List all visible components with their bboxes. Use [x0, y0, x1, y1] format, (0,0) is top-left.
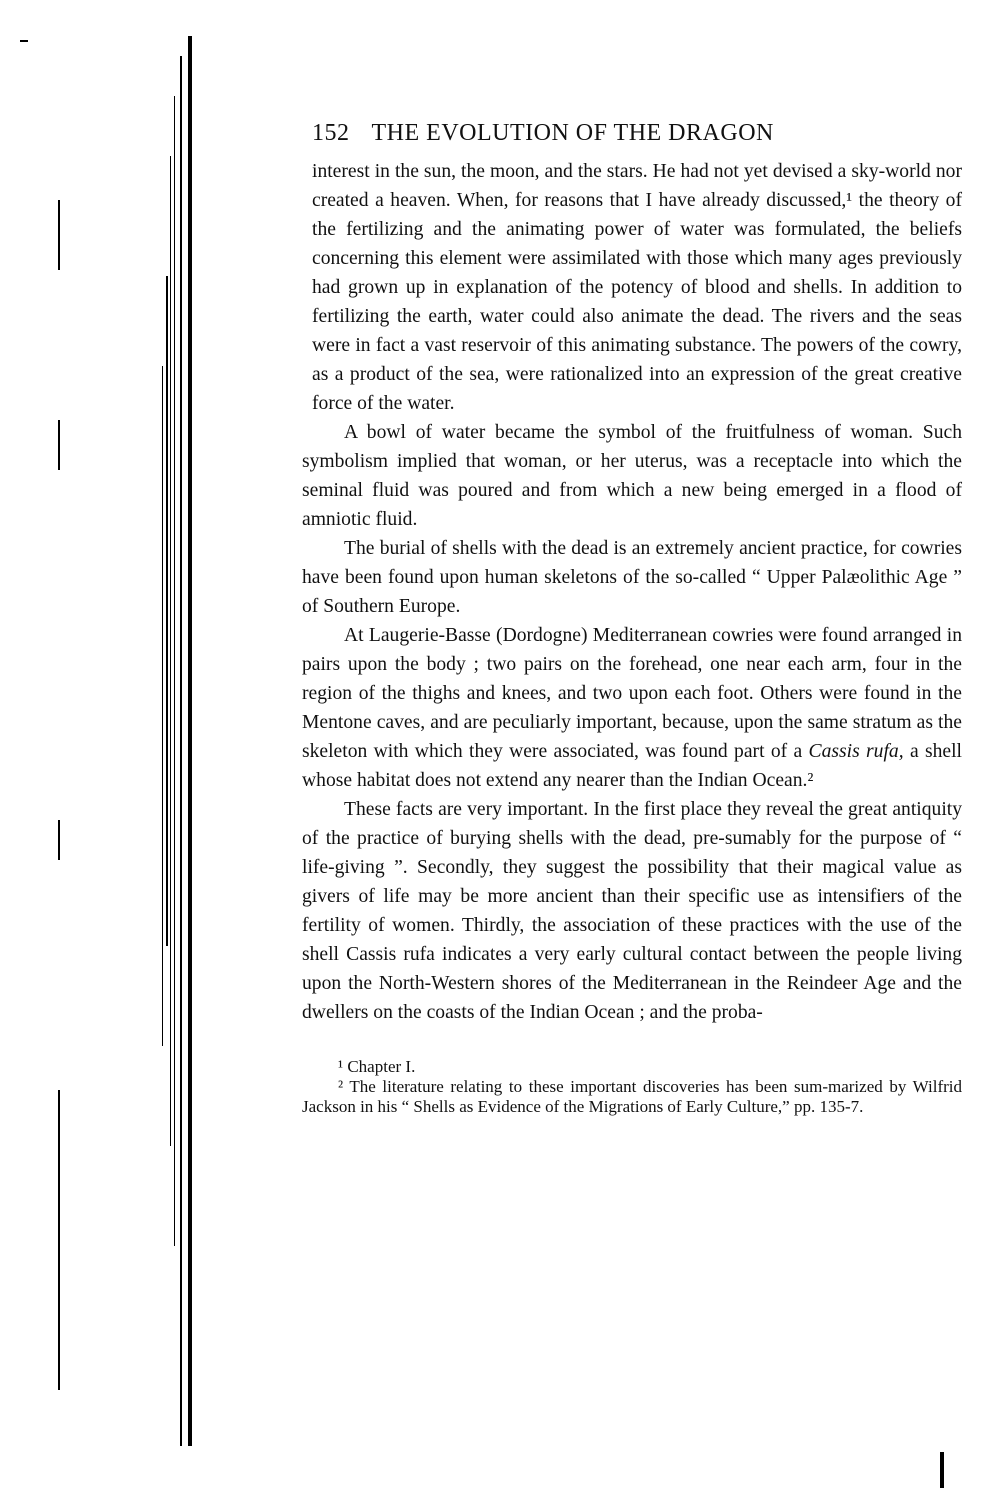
footnote: ² The literature relating to these important discoveries has been sum-marized by Wilfrid Jackson in his “ Shells as Evidence of the Migrations of Early Culture,” pp. 135-7.	[302, 1077, 962, 1116]
paragraph	[302, 621, 962, 795]
paragraph-text: a shell whose habitat does not extend any nearer than the Indian Ocean.²	[302, 741, 962, 791]
page-number: 152	[312, 120, 350, 146]
page-gutter-artifact	[150, 36, 196, 1446]
paragraph: A bowl of water became the symbol of the fruitfulness of woman. Such symbolism implied that woman, or her uterus, was a receptacle into which the seminal fluid was poured and from which a new being emerged in a flood of amniotic fluid.	[302, 422, 962, 530]
footnote: ¹ Chapter I.	[338, 1057, 416, 1076]
paragraph-text: At Laugerie-Basse (Dordogne) Mediterranean cowries were found arranged in pairs upon the body ; two pairs on the forehead, one near each arm, four in the region of the thighs and knees, and two upon each foot. Others were found in the Mentone caves, and are peculiarly important, because, upon the same stratum as the skeleton with which they were associated, was found part of a	[302, 625, 962, 762]
margin-mark	[58, 200, 60, 270]
book-page	[302, 120, 962, 1117]
margin-mark	[58, 820, 60, 860]
paragraph: These facts are very important. In the first place they reveal the great antiquity of the practice of burying shells with the dead, pre-sumably for the purpose of “ life-giving ”. Secondly, they suggest the possibility that their magical value as givers of life may be more ancient than their specific use as intensifiers of the fertility of women. Thirdly, the association of these practices with the use of the shell Cassis rufa indicates a very early cultural contact between the people living upon the North-Western shores of the Mediterranean in the Reindeer Age and the dwellers on the coasts of the Indian Ocean ; and the proba-	[302, 799, 962, 1023]
margin-mark	[58, 1090, 60, 1390]
margin-mark	[20, 40, 28, 42]
species-name: Cassis rufa,	[808, 741, 904, 762]
margin-mark	[940, 1452, 944, 1488]
margin-mark	[58, 420, 60, 470]
running-title: THE EVOLUTION OF THE DRAGON	[371, 120, 774, 146]
paragraph: interest in the sun, the moon, and the stars. He had not yet devised a sky-world nor created a heaven. When, for reasons that I have already discussed,¹ the theory of the fertilizing and the animating power of water was formulated, the beliefs concerning this element were assimilated with those which many ages previously had grown up in explanation of the potency of blood and shells. In addition to fertilizing the earth, water could also animate the dead. The rivers and the seas were in fact a vast reservoir of this animating substance. The powers of the cowry, as a product of the sea, were rationalized into an expression of the great creative force of the water.	[312, 161, 962, 414]
footnotes	[302, 1057, 962, 1117]
body-text	[302, 157, 962, 1027]
paragraph: The burial of shells with the dead is an extremely ancient practice, for cowries have been found upon human skeletons of the so-called “ Upper Palæolithic Age ” of Southern Europe.	[302, 538, 962, 617]
running-header	[312, 120, 962, 147]
